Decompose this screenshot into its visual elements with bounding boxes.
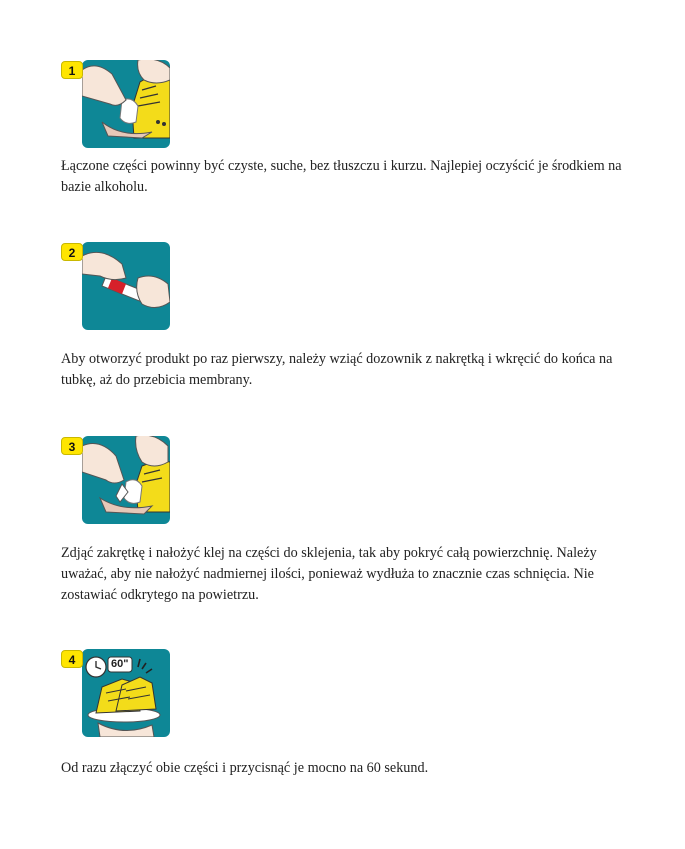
opening-tube-illustration — [82, 242, 170, 330]
step-number-badge: 3 — [61, 437, 83, 455]
step-4-text: Od razu złączyć obie części i przycisnąć je mocno na 60 sekund. — [61, 760, 429, 776]
applying-glue-icon — [82, 436, 170, 524]
step-3-text: Zdjąć zakrętkę i nałożyć klej na części do sklejenia, tak aby pokryć całą powierzchnię. Należy uważać, aby nie nałożyć nadmiernej ilości, ponieważ wydłuża to znacznie czas schnięcia. Nie zostawiać odkrytego na powietrzu. — [61, 545, 597, 603]
step-number-badge: 1 — [61, 61, 83, 79]
timer-label: 60" — [111, 658, 129, 670]
step-number-badge: 4 — [61, 650, 83, 668]
pressing-shoes-illustration — [82, 649, 170, 737]
cleaning-shoe-icon — [82, 60, 170, 148]
opening-tube-icon — [82, 242, 170, 330]
applying-glue-illustration — [82, 436, 170, 524]
step-2-text: Aby otworzyć produkt po raz pierwszy, należy wziąć dozownik z nakrętką i wkręcić do końca na tubkę, aż do przebicia membrany. — [61, 351, 613, 388]
step-number-badge: 2 — [61, 243, 83, 261]
cleaning-shoe-illustration — [82, 60, 170, 148]
step-1-text: Łączone części powinny być czyste, suche, bez tłuszczu i kurzu. Najlepiej oczyścić je środkiem na bazie alkoholu. — [61, 158, 622, 195]
